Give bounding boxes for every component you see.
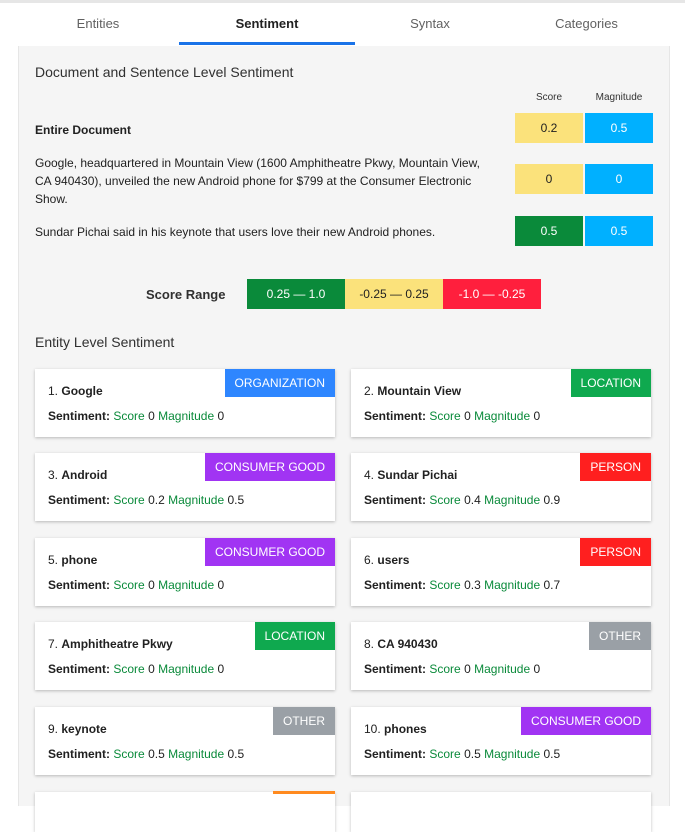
- entity-sentiment: Sentiment: Score 0 Magnitude 0: [48, 409, 225, 423]
- score-range-negative: -1.0 — -0.25: [443, 279, 541, 309]
- entity-card: [35, 369, 335, 437]
- entity-card: [35, 453, 335, 521]
- entity-card: [35, 707, 335, 775]
- magnitude-column-header: Magnitude: [595, 92, 643, 103]
- entity-name: 2. Mountain View: [364, 384, 462, 398]
- doc-score-cell: 0.2: [515, 113, 583, 143]
- entity-name: 4. Sundar Pichai: [364, 468, 458, 482]
- entity-type-badge: LOCATION: [571, 369, 651, 397]
- entity-sentiment: Sentiment: Score 0.4 Magnitude 0.9: [364, 493, 561, 507]
- tab-syntax[interactable]: Syntax: [410, 16, 450, 31]
- entity-name: 3. Android: [48, 468, 108, 482]
- score-range-positive: 0.25 — 1.0: [247, 279, 345, 309]
- score-column-header: Score: [535, 92, 563, 103]
- doc-sentiment-title: Document and Sentence Level Sentiment: [35, 64, 294, 80]
- entity-sentiment: Sentiment: Score 0 Magnitude 0: [364, 662, 541, 676]
- entity-type-badge: PERSON: [580, 538, 651, 566]
- entity-card: [35, 622, 335, 690]
- entity-sentiment: Sentiment: Score 0.5 Magnitude 0.5: [364, 747, 561, 761]
- entity-name: 5. phone: [48, 553, 98, 567]
- entity-name: 9. keynote: [48, 722, 107, 736]
- entity-name: 7. Amphitheatre Pkwy: [48, 637, 173, 651]
- entity-sentiment-title: Entity Level Sentiment: [35, 334, 175, 350]
- entity-card-partial: [351, 792, 651, 832]
- top-divider: [0, 0, 685, 3]
- tab-entities[interactable]: Entities: [76, 16, 120, 31]
- active-tab-indicator: [179, 42, 355, 45]
- tab-categories[interactable]: Categories: [555, 16, 618, 31]
- score-range-neutral: -0.25 — 0.25: [345, 279, 443, 309]
- entity-type-badge: OTHER: [589, 622, 651, 650]
- tab-sentiment[interactable]: Sentiment: [235, 16, 299, 31]
- entity-card: [351, 622, 651, 690]
- entity-name: 1. Google: [48, 384, 103, 398]
- tab-bar: [18, 4, 668, 46]
- entity-sentiment: Sentiment: Score 0 Magnitude 0: [364, 409, 541, 423]
- entity-name: 10. phones: [364, 722, 427, 736]
- entity-card: [351, 369, 651, 437]
- sentiment-panel: [18, 46, 670, 806]
- entity-sentiment: Sentiment: Score 0.3 Magnitude 0.7: [364, 578, 561, 592]
- doc-row-label: Entire Document: [35, 123, 132, 137]
- sentence-row-label: Google, headquartered in Mountain View (1600 Amphitheatre Pkwy, Mountain View, CA 940430), unveiled the new Android phone for $799 at the Consumer Electronic Show.: [35, 156, 480, 206]
- entity-card: [351, 538, 651, 606]
- entity-type-badge: CONSUMER GOOD: [521, 707, 651, 735]
- entity-name: 6. users: [364, 553, 410, 567]
- sentence-score-cell: 0: [515, 164, 583, 194]
- sentence-row-label: Sundar Pichai said in his keynote that users love their new Android phones.: [35, 225, 436, 239]
- entity-sentiment: Sentiment: Score 0 Magnitude 0: [48, 662, 225, 676]
- entity-type-badge: CONSUMER GOOD: [205, 453, 335, 481]
- entity-type-badge: LOCATION: [255, 622, 335, 650]
- entity-type-badge: OTHER: [273, 707, 335, 735]
- sentence-score-cell: 0.5: [515, 216, 583, 246]
- doc-magnitude-cell: 0.5: [585, 113, 653, 143]
- entity-card: [351, 707, 651, 775]
- entity-card: [351, 453, 651, 521]
- entity-type-badge: CONSUMER GOOD: [205, 538, 335, 566]
- entity-sentiment: Sentiment: Score 0 Magnitude 0: [48, 578, 225, 592]
- entity-type-badge: ORGANIZATION: [225, 369, 335, 397]
- entity-sentiment: Sentiment: Score 0.2 Magnitude 0.5: [48, 493, 245, 507]
- sentence-magnitude-cell: 0: [585, 164, 653, 194]
- entity-type-badge: PERSON: [580, 453, 651, 481]
- sentence-magnitude-cell: 0.5: [585, 216, 653, 246]
- entity-name: 8. CA 940430: [364, 637, 438, 651]
- entity-card-partial: [35, 792, 335, 832]
- entity-sentiment: Sentiment: Score 0.5 Magnitude 0.5: [48, 747, 245, 761]
- score-range-label: Score Range: [146, 287, 226, 302]
- entity-card: [35, 538, 335, 606]
